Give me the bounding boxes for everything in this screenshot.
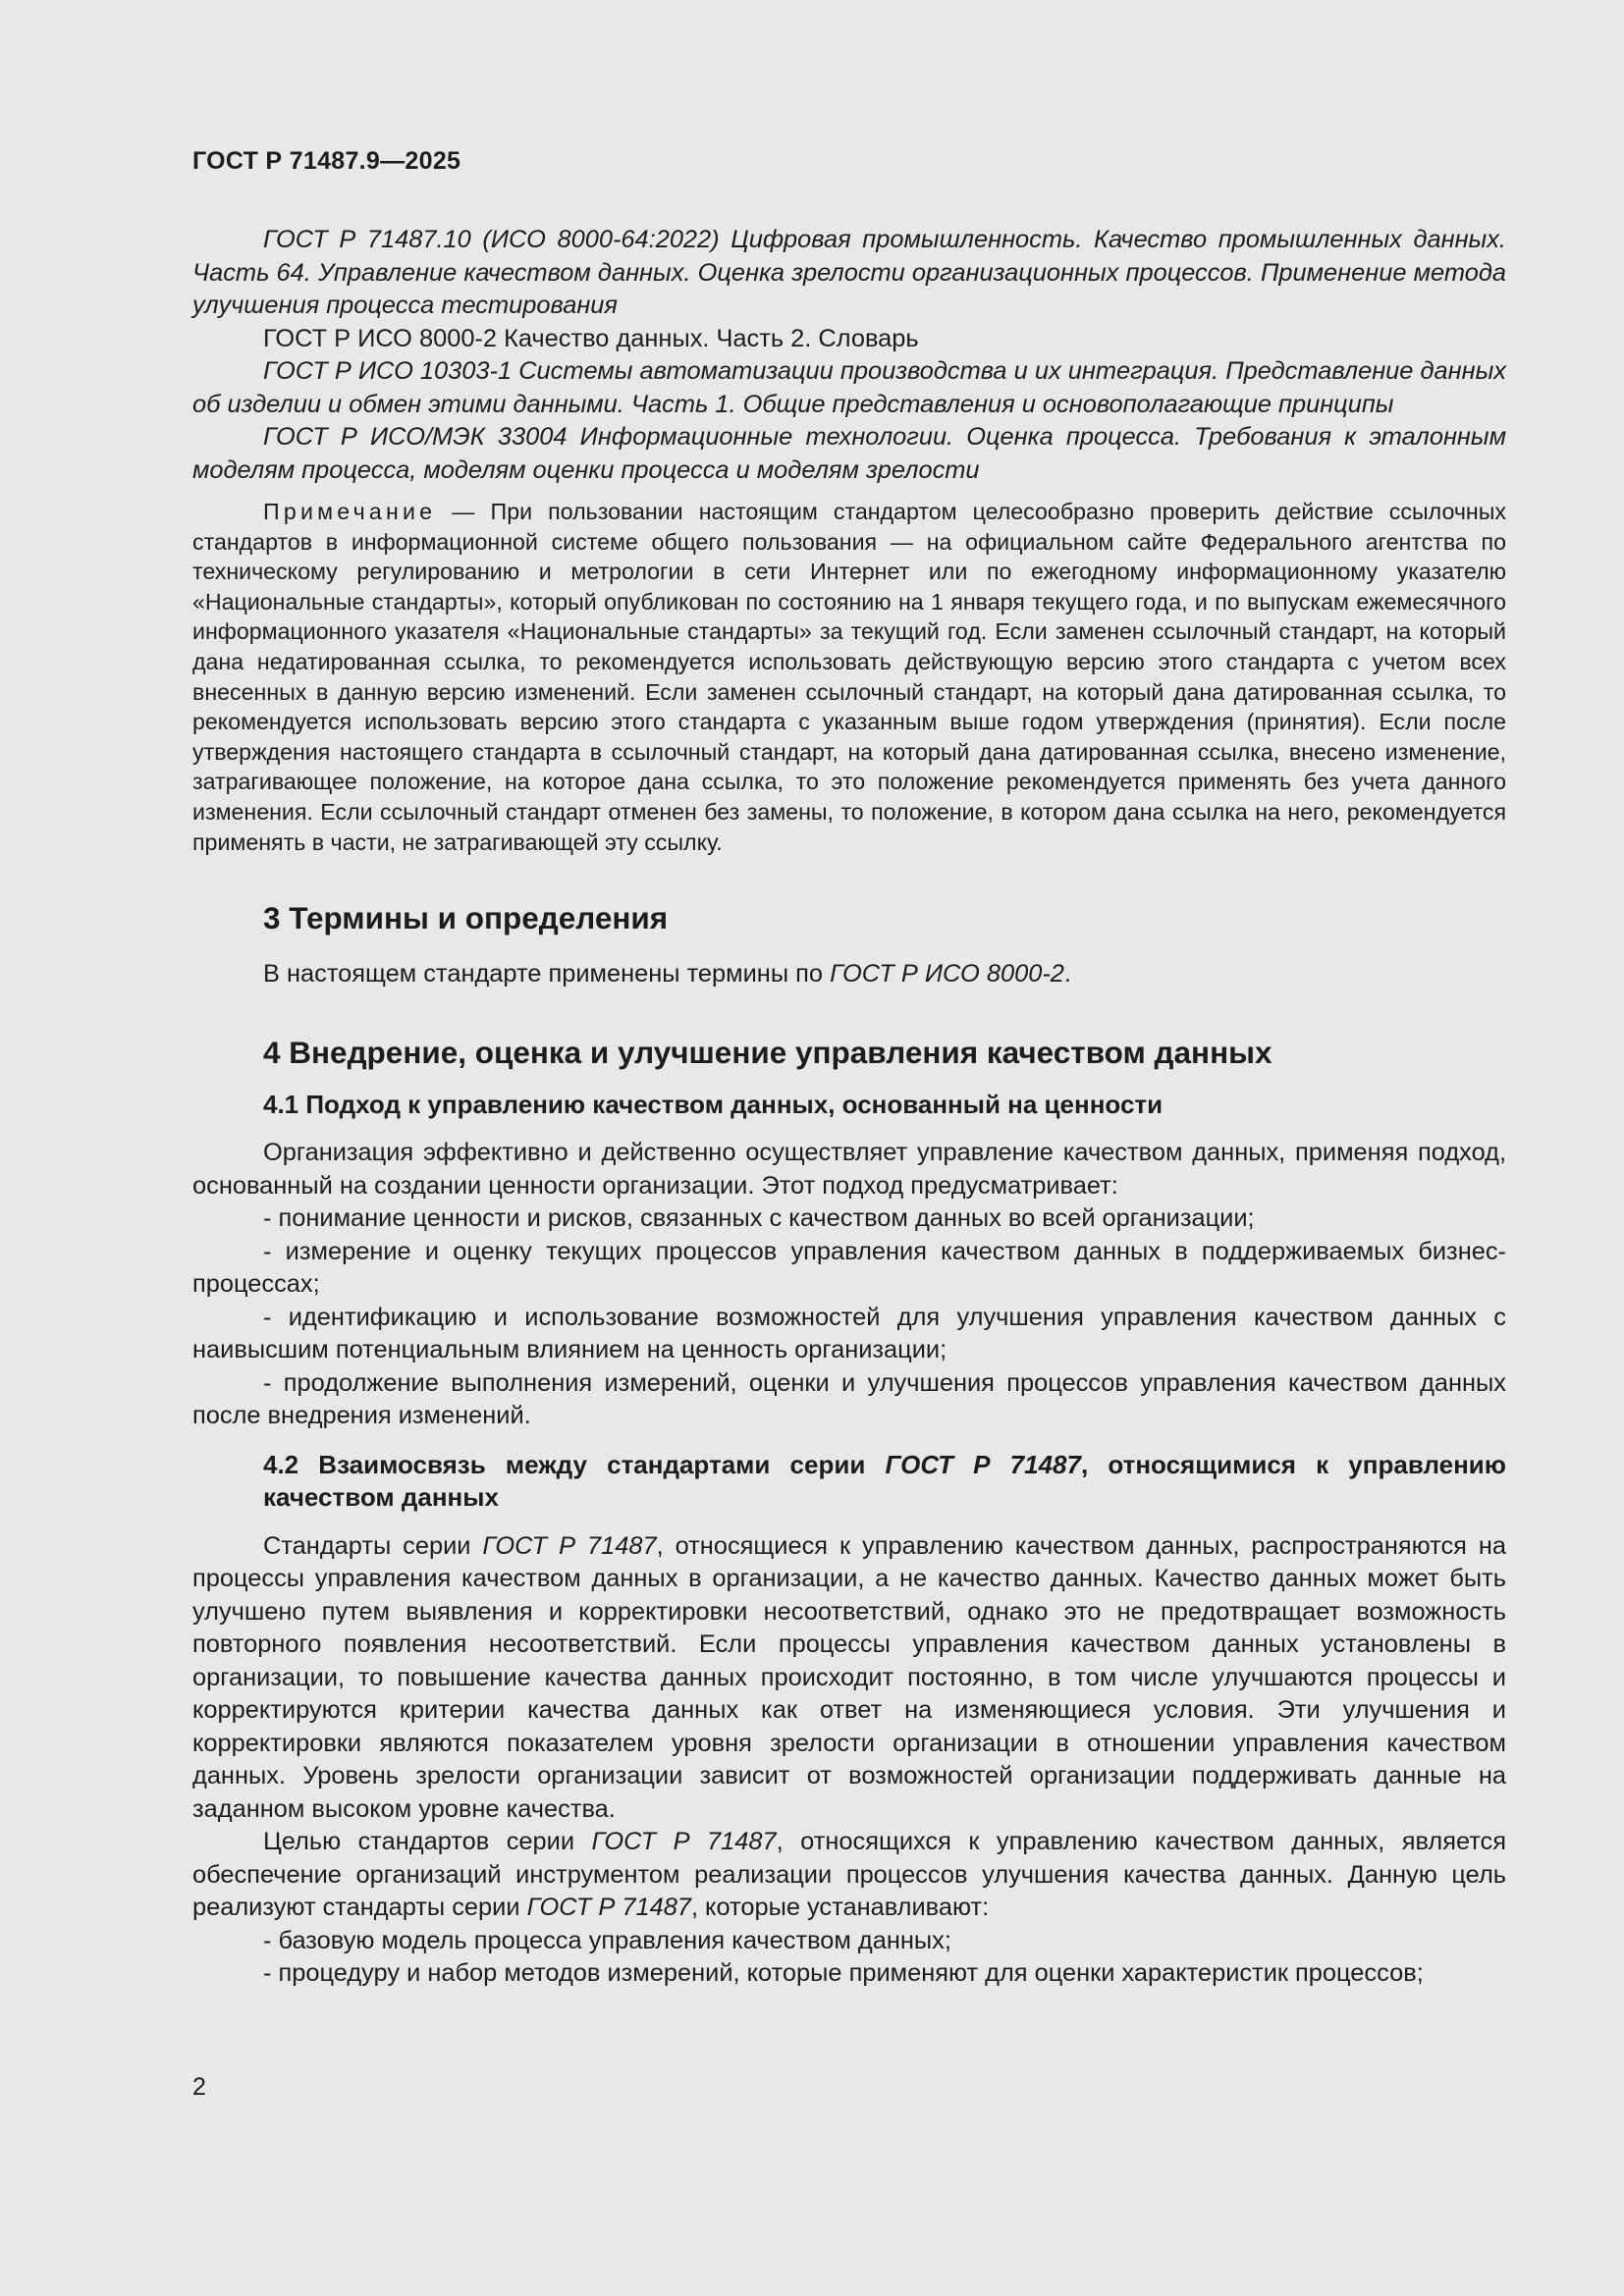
paragraph-text: Целью стандартов серии: [263, 1828, 592, 1856]
subsection-4-2-heading: [192, 1449, 1506, 1515]
standard-reference: ГОСТ Р ИСО 8000-2: [830, 960, 1064, 988]
list-item: - идентификацию и использование возможностей для улучшения управления качеством данных с наивысшим потенциальным влиянием на ценность организации;: [192, 1303, 1506, 1364]
normative-reference: ГОСТ Р ИСО/МЭК 33004 Информационные технологии. Оценка процесса. Требования к эталонным моделям процесса, моделям оценки процесса и моделям зрелости: [192, 423, 1506, 484]
section-3-paragraph: [192, 958, 1506, 991]
paragraph-text: В настоящем стандарте применены термины по: [263, 960, 831, 988]
list-item: - базовую модель процесса управления качеством данных;: [263, 1926, 951, 1954]
subsection-4-1-heading: 4.1 Подход к управлению качеством данных, основанный на ценности: [263, 1089, 1164, 1119]
note-text: — При пользовании настоящим стандартом целесообразно проверить действие ссылочных стандартов в информационной системе общего пользования — на официальном сайте Федерального агентства по техническому регулированию и метрологии в сети Интернет или по ежегодному информационному указателю «Национальные стандарты», который опубликован по состоянию на 1 января текущего года, и по выпускам ежемесячного информационного указателя «Национальные стандарты» за текущий год. Если заменен ссылочный стандарт, на который дана недатированная ссылка, то рекомендуется использовать действующую версию этого стандарта с учетом всех внесенных в данную версию изменений. Если заменен ссылочный стандарт, на который дана датированная ссылка, то рекомендуется использовать версию этого стандарта с указанным выше годом утверждения (принятия). Если после утверждения настоящего стандарта в ссылочный стандарт, на который дана датированная ссылка, внесено изменение, затрагивающее положение, на которое дана ссылка, то это положение рекомендуется применять без учета данного изменения. Если ссылочный стандарт отменен без замены, то положение, в котором дана ссылка на него, рекомендуется применять в части, не затрагивающей эту ссылку.: [192, 499, 1506, 855]
list-item: - измерение и оценку текущих процессов управления качеством данных в поддерживаемых бизнес-процессах;: [192, 1237, 1506, 1299]
subsection-4-1-intro: Организация эффективно и действенно осуществляет управление качеством данных, применяя подход, основанный на создании ценности организации. Этот подход предусматривает:: [192, 1139, 1506, 1200]
page-content: [192, 224, 1506, 1991]
paragraph-text: Стандарты серии: [263, 1531, 483, 1560]
subsection-4-2-paragraph: [192, 1530, 1506, 1827]
paragraph-text: , относящихся к управлению качеством данных, является обеспечение организаций инструментом реализации процессов улучшения качества данных. Данную цель реализуют стандарты серии: [192, 1828, 1507, 1922]
normative-reference: ГОСТ Р 71487.10 (ИСО 8000-64:2022) Цифровая промышленность. Качество промышленных данных. Часть 64. Управление качеством данных. Оценка зрелости организационных процессов. Применение метода улучшения процесса тестирования: [192, 226, 1506, 319]
standard-reference: ГОСТ Р 71487: [591, 1828, 777, 1856]
page-number: 2: [192, 2073, 206, 2101]
list-item: - понимание ценности и рисков, связанных с качеством данных во всей организации;: [263, 1204, 1255, 1233]
paragraph-text: .: [1063, 960, 1071, 988]
heading-text: , относящимися к управлению качеством данных: [263, 1449, 1506, 1513]
note-label: Примечание: [263, 499, 437, 524]
subsection-4-2-paragraph: [192, 1826, 1506, 1925]
section-4-heading: 4 Внедрение, оценка и улучшение управления качеством данных: [263, 1034, 1272, 1070]
paragraph-text: , которые устанавливают:: [690, 1894, 990, 1922]
list-item: - процедуру и набор методов измерений, которые применяют для оценки характеристик процессов;: [263, 1959, 1424, 1988]
note-paragraph: [192, 497, 1506, 857]
list-item: - продолжение выполнения измерений, оценки и улучшения процессов управления качеством данных после внедрения изменений.: [192, 1368, 1506, 1430]
standard-reference: ГОСТ Р 71487: [885, 1449, 1081, 1479]
normative-reference: ГОСТ Р ИСО 10303-1 Системы автоматизации производства и их интеграция. Представление данных об изделии и обмен этими данными. Часть 1. Общие представления и основополагающие принципы: [192, 357, 1506, 418]
heading-text: 4.2 Взаимосвязь между стандартами серии: [263, 1449, 886, 1479]
standard-reference: ГОСТ Р 71487: [526, 1894, 691, 1922]
normative-reference: ГОСТ Р ИСО 8000-2 Качество данных. Часть 2. Словарь: [263, 324, 919, 352]
standard-reference: ГОСТ Р 71487: [482, 1531, 657, 1560]
paragraph-text: , относящиеся к управлению качеством данных, распространяются на процессы управления качеством данных в организации, а не качество данных. Качество данных может быть улучшено путем выявления и корректировки несоответствий, однако это не предотвращает возможность повторного появления несоответствий. Если процессы управления качеством данных установлены в организации, то повышение качества данных происходит постоянно, в том числе улучшаются процессы и корректируются критерии качества данных как ответ на изменяющиеся условия. Эти улучшения и корректировки являются показателем уровня зрелости организации в отношении управления качеством данных. Уровень зрелости организации зависит от возможностей организации поддерживать данные на заданном высоком уровне качества.: [192, 1531, 1506, 1823]
document-header: ГОСТ Р 71487.9—2025: [192, 147, 461, 175]
section-3-heading: 3 Термины и определения: [263, 900, 669, 936]
